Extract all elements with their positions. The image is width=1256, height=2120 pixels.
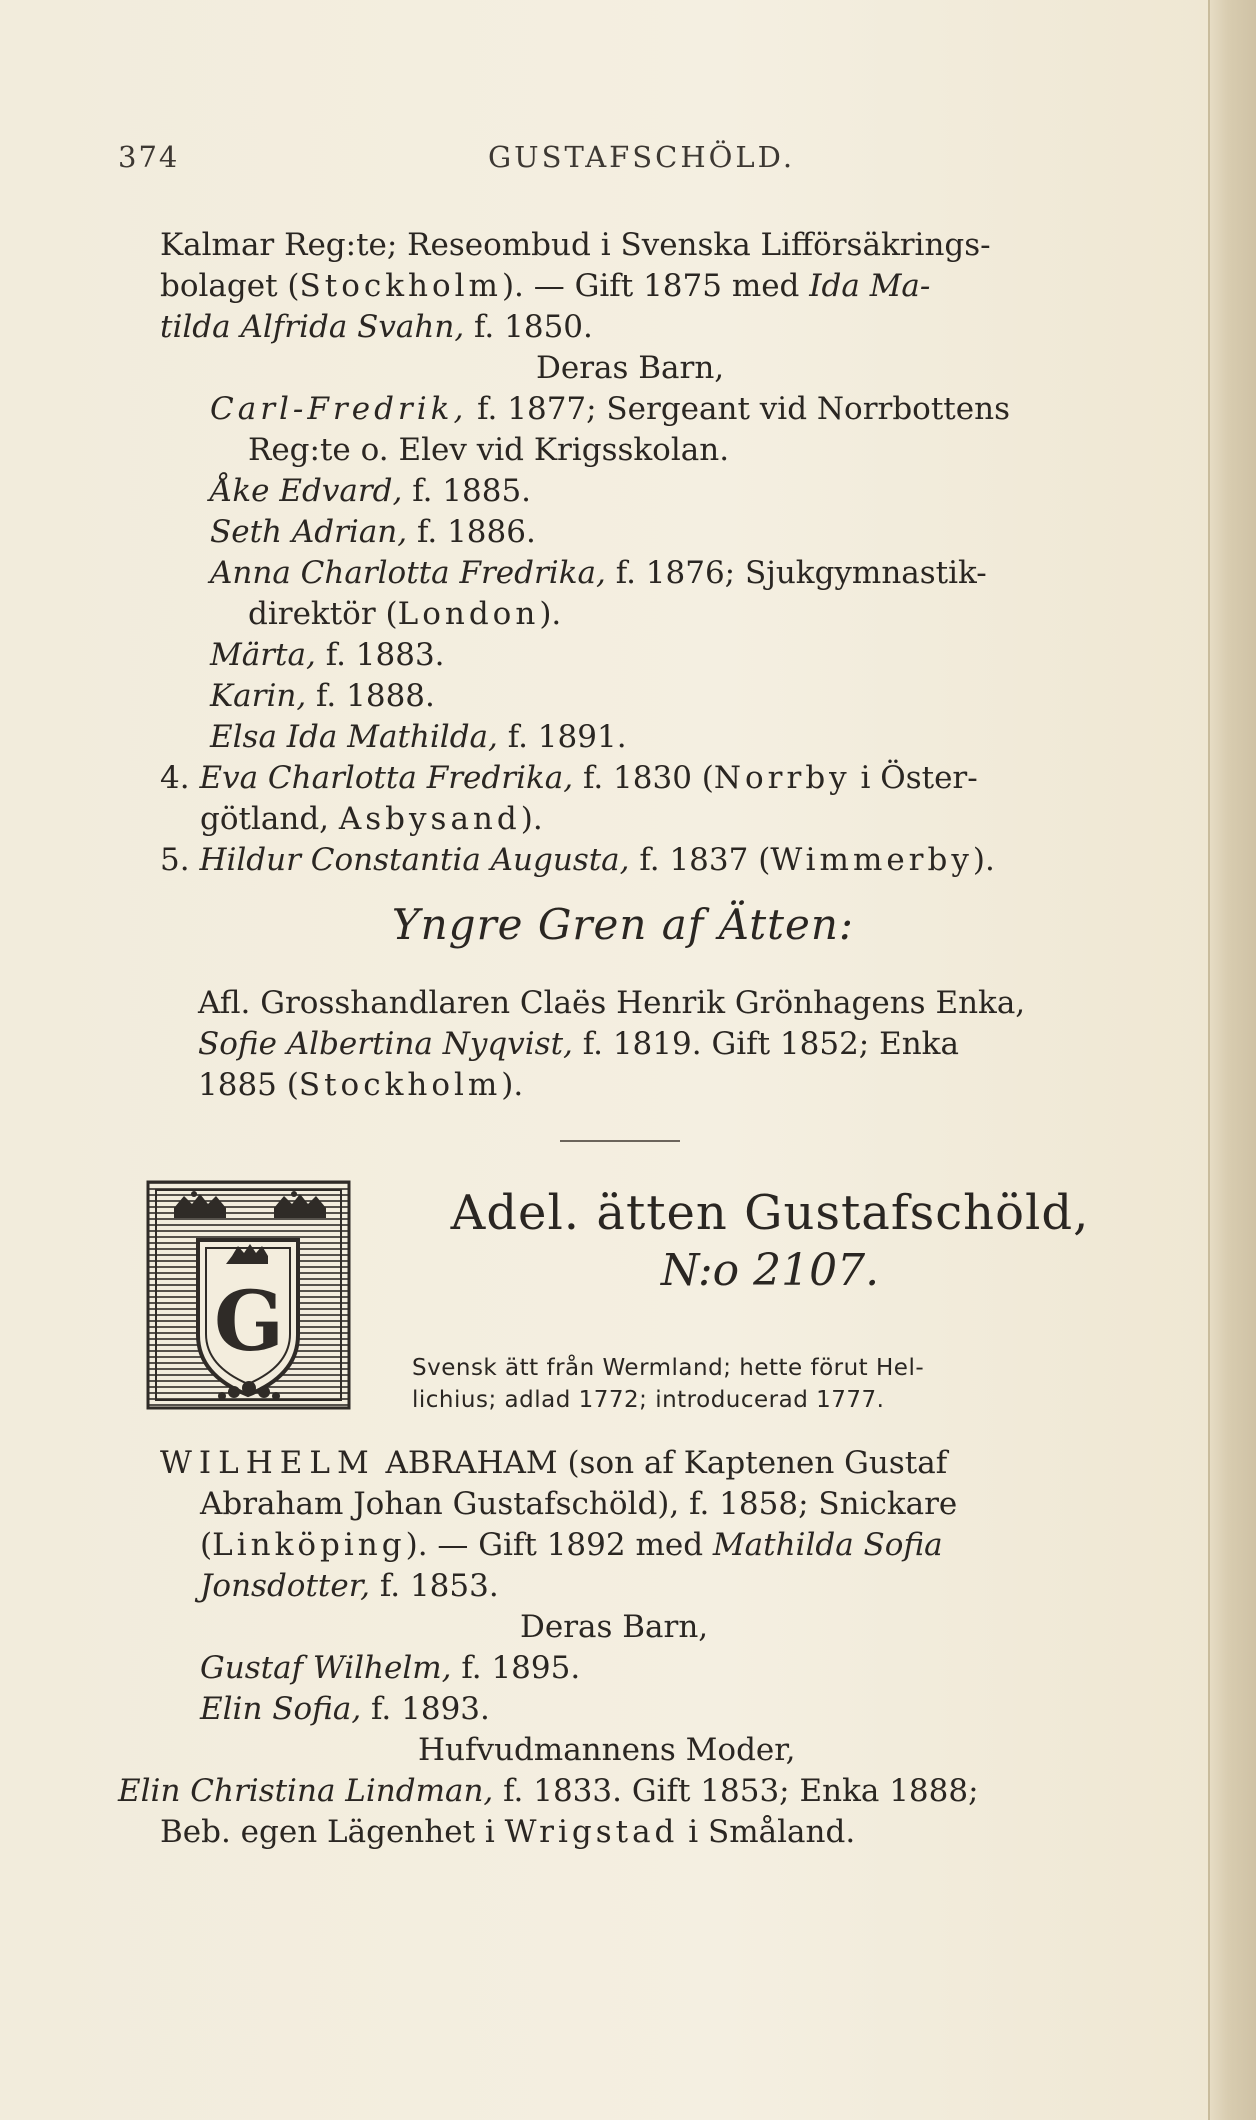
text-line: Beb. egen Lägenhet i Wrigstad i Småland. [160, 1814, 856, 1850]
text-line: 5. Hildur Constantia Augusta, f. 1837 (Wimmerby). [160, 842, 995, 878]
text-line: Jonsdotter, f. 1853. [200, 1568, 499, 1604]
family-title: Adel. ätten Gustafschöld, [450, 1185, 1090, 1241]
text-line: WILHELM ABRAHAM (son af Kaptenen Gustaf [160, 1445, 948, 1481]
coat-letter: G [213, 1274, 285, 1370]
text-line: Hufvudmannens Moder, [418, 1732, 796, 1768]
text-line: Seth Adrian, f. 1886. [210, 514, 536, 550]
family-note-line: lichius; adlad 1772; introducerad 1777. [412, 1387, 885, 1413]
section-heading: Yngre Gren af Ätten: [391, 900, 855, 949]
text-line: Deras Barn, [520, 1609, 709, 1645]
page-number: 374 [118, 140, 180, 174]
text-line: Afl. Grosshandlaren Claës Henrik Grönhagens Enka, [198, 985, 1026, 1021]
family-number: N:o 2107. [660, 1245, 880, 1296]
coat-of-arms-icon [146, 1180, 351, 1410]
text-line: tilda Alfrida Svahn, f. 1850. [160, 309, 593, 345]
text-line: Kalmar Reg:te; Reseombud i Svenska Lifförsäkrings- [160, 227, 991, 263]
text-line: Abraham Johan Gustafschöld), f. 1858; Snickare [200, 1486, 958, 1522]
text-line: Märta, f. 1883. [210, 637, 445, 673]
text-line: Deras Barn, [536, 350, 725, 386]
text-line: Sofie Albertina Nyqvist, f. 1819. Gift 1852; Enka [198, 1026, 959, 1062]
page-gutter [1208, 0, 1256, 2120]
family-note-line: Svensk ätt från Wermland; hette förut Hel- [412, 1355, 925, 1381]
text-line: 1885 (Stockholm). [198, 1067, 524, 1103]
running-head: GUSTAFSCHÖLD. [488, 140, 796, 174]
text-line: (Linköping). — Gift 1892 med Mathilda Sofia [200, 1527, 943, 1563]
text-line: Anna Charlotta Fredrika, f. 1876; Sjukgymnastik- [210, 555, 987, 591]
text-line: Gustaf Wilhelm, f. 1895. [200, 1650, 581, 1686]
text-line: Elin Sofia, f. 1893. [200, 1691, 490, 1727]
text-line: götland, Asbysand). [200, 801, 543, 837]
text-line: 4. Eva Charlotta Fredrika, f. 1830 (Norrby i Öster- [160, 760, 978, 796]
text-line: Elsa Ida Mathilda, f. 1891. [210, 719, 627, 755]
text-line: Elin Christina Lindman, f. 1833. Gift 1853; Enka 1888; [118, 1773, 979, 1809]
text-line: bolaget (Stockholm). — Gift 1875 med Ida Ma- [160, 268, 931, 304]
text-line: Karin, f. 1888. [210, 678, 435, 714]
text-line: Carl-Fredrik, f. 1877; Sergeant vid Norrbottens [210, 391, 1010, 427]
text-line: direktör (London). [248, 596, 562, 632]
section-divider [560, 1140, 680, 1142]
text-line: Åke Edvard, f. 1885. [210, 473, 532, 509]
page-header [118, 140, 1128, 180]
text-line: Reg:te o. Elev vid Krigsskolan. [248, 432, 730, 468]
